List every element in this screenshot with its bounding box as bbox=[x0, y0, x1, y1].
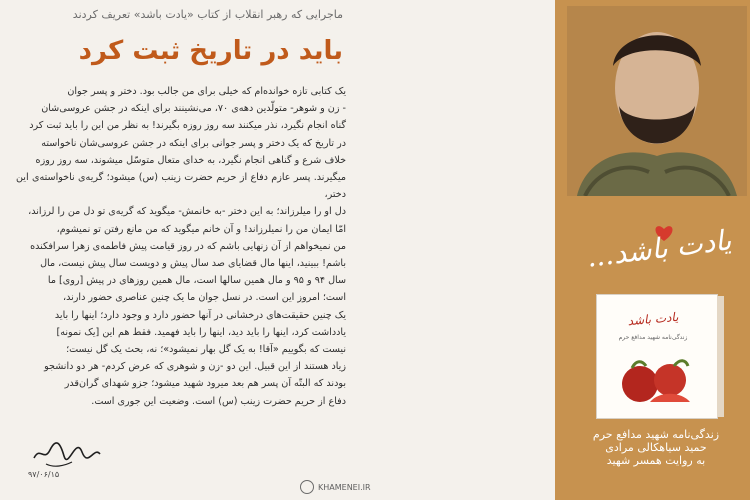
body-line: یک کتابی تازه خوانده‌ام که خیلی برای من جالب بود. دختر و پسر جوان bbox=[67, 86, 346, 97]
website-mark bbox=[300, 480, 371, 494]
brand-title: یادت باشد... bbox=[584, 223, 734, 274]
body-line: بودند که البتّه آن پسر هم بعد میرود شهید میشود؛ جزو شهدای گران‌قدر bbox=[64, 378, 346, 390]
body-line: - زن و شوهر- متولّدین دهه‌ی ۷۰، می‌نشینند برای اینکه در جشن عروسی‌شان bbox=[41, 103, 346, 115]
body-line: یادداشت کرد، اینها را باید دید، اینها را باید فهمید. فقط هم این [یک نمونه] bbox=[56, 326, 346, 338]
book-title: یادت باشد bbox=[627, 309, 679, 329]
body-line: میگیرند. پسر عازم دفاع از حریم حضرت زینب (س) میشود؛ گریه‌ی ناخواسته‌ی این دختر، bbox=[16, 172, 346, 201]
page-title: باید در تاریخ ثبت کرد bbox=[78, 36, 343, 66]
body-line: باشم! ببینید، اینها مال قضایای صد سال پیش و دویست سال پیش نیست، مال bbox=[40, 258, 346, 270]
body-line: نیست که بگوییم «آقا! به یک گل بهار نمیشود»؛ نه، بحث یک گل نیست؛ bbox=[66, 344, 346, 356]
book-front bbox=[596, 294, 718, 419]
website-label: KHAMENEI.IR bbox=[318, 482, 371, 492]
portrait-icon bbox=[567, 6, 747, 196]
site-logo-icon bbox=[300, 480, 314, 494]
subtitle: ماجرایی که رهبر انقلاب از کتاب «یادت باشد» تعریف کردند bbox=[72, 8, 343, 21]
body-line: دفاع از حریم حضرت زینب (س) است. وضعیت این جوری است. bbox=[91, 395, 346, 407]
body-line: سال ۹۴ و ۹۵ و مال همین سالها است، مال همین روزهای در پیش [روی] ما bbox=[47, 275, 346, 287]
body-line: من نمیخواهم از آن زنهایی باشم که در روز قیامت پیش فاطمه‌ی زهرا سرافکنده bbox=[30, 240, 346, 252]
body-line: در تاریخ که یک دختر و پسر جوانی برای اینکه در جشن عروسی‌شان ناخواسته bbox=[41, 137, 346, 149]
book-cover bbox=[596, 294, 724, 419]
body-line: یک چنین حقیقت‌های درخشانی در آنها حضور دارد و وجود دارد؛ اینها را باید bbox=[54, 309, 346, 321]
body-line: است؛ امروز این است. در نسل جوان ما یک چنین عناصری حضور دارند، bbox=[63, 292, 346, 304]
book-caption bbox=[566, 428, 746, 467]
body-line: امّا ایمان من را نمیلرزاند! و آن خانم میگوید که من مانع رفتن تو نمیشوم، bbox=[56, 223, 346, 235]
body-line: دل او را میلرزاند؛ به این دختر -به خانمش- میگوید که گریه‌ی تو دل من را لرزاند، bbox=[28, 206, 346, 218]
book-spine bbox=[717, 296, 724, 417]
signature-date: ۹۷/۰۶/۱۵ bbox=[28, 470, 60, 479]
book-subtitle: زندگی‌نامه شهید مدافع حرم bbox=[618, 334, 688, 341]
pomegranate-icon bbox=[612, 354, 702, 409]
body-line: زیاد هستند از این قبیل. این دو -زن و شوهری که عرض کردم- هر دو دانشجو bbox=[44, 361, 346, 373]
caption-line: زندگی‌نامه شهید مدافع حرم bbox=[592, 428, 720, 441]
caption-line: حمید سیاهکالی مرادی bbox=[605, 441, 707, 454]
caption-line: به روایت همسر شهید bbox=[606, 454, 706, 467]
signature-icon bbox=[28, 428, 108, 474]
body-line: گناه انجام نگیرد، نذر میکنند سه روز روزه بگیرند! به نظر من این را باید ثبت کرد bbox=[29, 120, 346, 132]
body-line: خلاف شرع و گناهی انجام نگیرد، به خدای متعال متوسّل میشوند، سه روز روزه bbox=[35, 154, 346, 166]
article-body bbox=[16, 83, 346, 410]
